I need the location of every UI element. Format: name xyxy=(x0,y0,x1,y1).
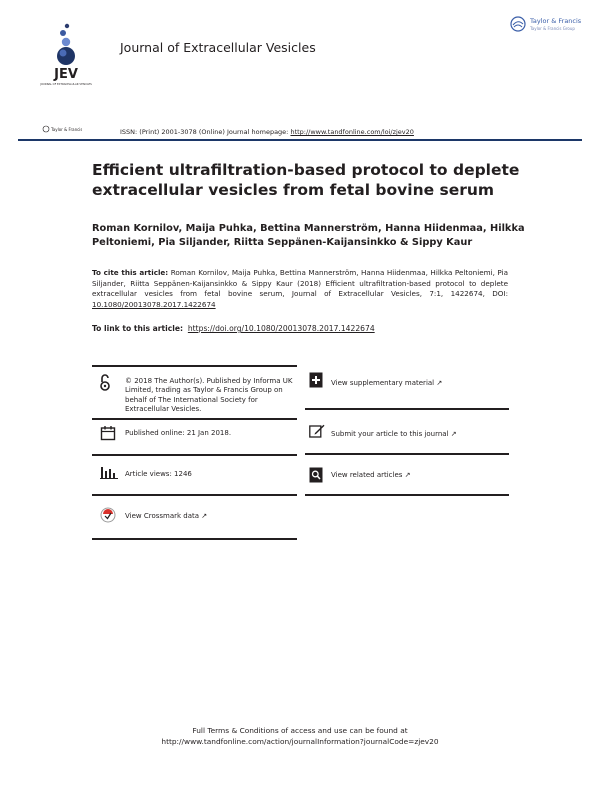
related-label: View related articles xyxy=(331,471,403,479)
submit-label: Submit your article to this journal xyxy=(331,430,449,438)
supplementary-label: View supplementary material xyxy=(331,379,435,387)
article-views: Article views: 1246 xyxy=(125,470,192,478)
issn-line xyxy=(120,128,414,136)
edit-icon[interactable] xyxy=(309,423,323,437)
publisher-subname: Taylor & Francis Group xyxy=(530,26,575,31)
crossmark-icon[interactable] xyxy=(100,507,114,521)
external-link-icon: ↗ xyxy=(436,379,443,387)
cite-doi-link[interactable]: 10.1080/20013078.2017.1422674 xyxy=(92,299,216,309)
cite-label: To cite this article: xyxy=(92,268,169,277)
footer-terms-link[interactable]: http://www.tandfonline.com/action/journalInformation?journalCode=zjev20 xyxy=(161,736,439,746)
divider xyxy=(92,538,297,540)
cite-text: Roman Kornilov, Maija Puhka, Bettina Mannerström, Hanna Hiidenmaa, Hilkka Peltoniemi, Pia Siljander, Riitta Seppänen-Kaijansinkko & Sippy Kaur (2018) Efficient ultrafiltration-based protocol to deplete extracellular vesicles from fetal bovine serum, Journal of Extracellular Vesicles, 7:1, 1422674, DOI: xyxy=(92,268,508,299)
logo-subtext: JOURNAL OF EXTRACELLULAR VESICLES xyxy=(40,83,92,86)
publisher-small-logo-text: Taylor & Francis xyxy=(51,127,82,132)
external-link-icon: ↗ xyxy=(201,512,208,520)
divider xyxy=(92,454,297,456)
open-access-icon xyxy=(98,374,112,388)
journal-homepage-link[interactable]: http://www.tandfonline.com/loi/zjev20 xyxy=(290,128,414,136)
crossmark-label: View Crossmark data xyxy=(125,512,200,520)
publisher-emblem-icon xyxy=(510,16,526,32)
article-title: Efficient ultrafiltration-based protocol to deplete extracellular vesicles from fetal bovine serum xyxy=(92,161,520,199)
link-label: To link to this article: xyxy=(92,324,184,333)
divider xyxy=(92,418,297,420)
submit-article-link[interactable] xyxy=(331,430,457,439)
divider xyxy=(92,365,297,367)
header-divider xyxy=(18,139,582,141)
logo-text: JEV xyxy=(54,67,78,82)
citation xyxy=(92,268,508,310)
external-link-icon: ↗ xyxy=(450,430,457,438)
divider xyxy=(305,408,509,410)
divider xyxy=(92,494,297,496)
journal-title: Journal of Extracellular Vesicles xyxy=(120,40,316,55)
footer-line-1: Full Terms & Conditions of access and use can be found at xyxy=(192,726,408,735)
issn-text: ISSN: (Print) 2001-3078 (Online) Journal homepage: xyxy=(120,128,291,136)
jev-logo xyxy=(40,18,92,98)
published-date: Published online: 21 Jan 2018. xyxy=(125,429,232,437)
divider xyxy=(305,494,509,496)
terms-footer xyxy=(0,726,600,747)
article-authors: Roman Kornilov, Maija Puhka, Bettina Mannerström, Hanna Hiidenmaa, Hilkka Peltoniemi, Pia Siljander, Riitta Seppänen-Kaijansinkko & Sippy Kaur xyxy=(92,223,525,248)
crossmark-link[interactable] xyxy=(125,512,207,521)
publisher-logo[interactable] xyxy=(510,16,582,36)
bar-chart-icon xyxy=(100,464,114,478)
external-link-icon: ↗ xyxy=(404,471,411,479)
calendar-icon xyxy=(100,425,114,439)
divider xyxy=(305,453,509,455)
publisher-name: Taylor & Francis xyxy=(530,17,582,25)
license-statement: © 2018 The Author(s). Published by Informa UK Limited, trading as Taylor & Francis Group on behalf of The International Society for Extracellular Vesicles. xyxy=(125,377,293,414)
article-doi-link[interactable]: https://doi.org/10.1080/20013078.2017.1422674 xyxy=(187,324,375,333)
supplementary-link[interactable] xyxy=(331,379,442,388)
article-link-line xyxy=(92,324,375,333)
related-articles-link[interactable] xyxy=(331,471,411,480)
publisher-small-logo xyxy=(42,118,82,132)
plus-document-icon[interactable] xyxy=(309,372,323,386)
related-search-icon[interactable] xyxy=(309,467,323,481)
